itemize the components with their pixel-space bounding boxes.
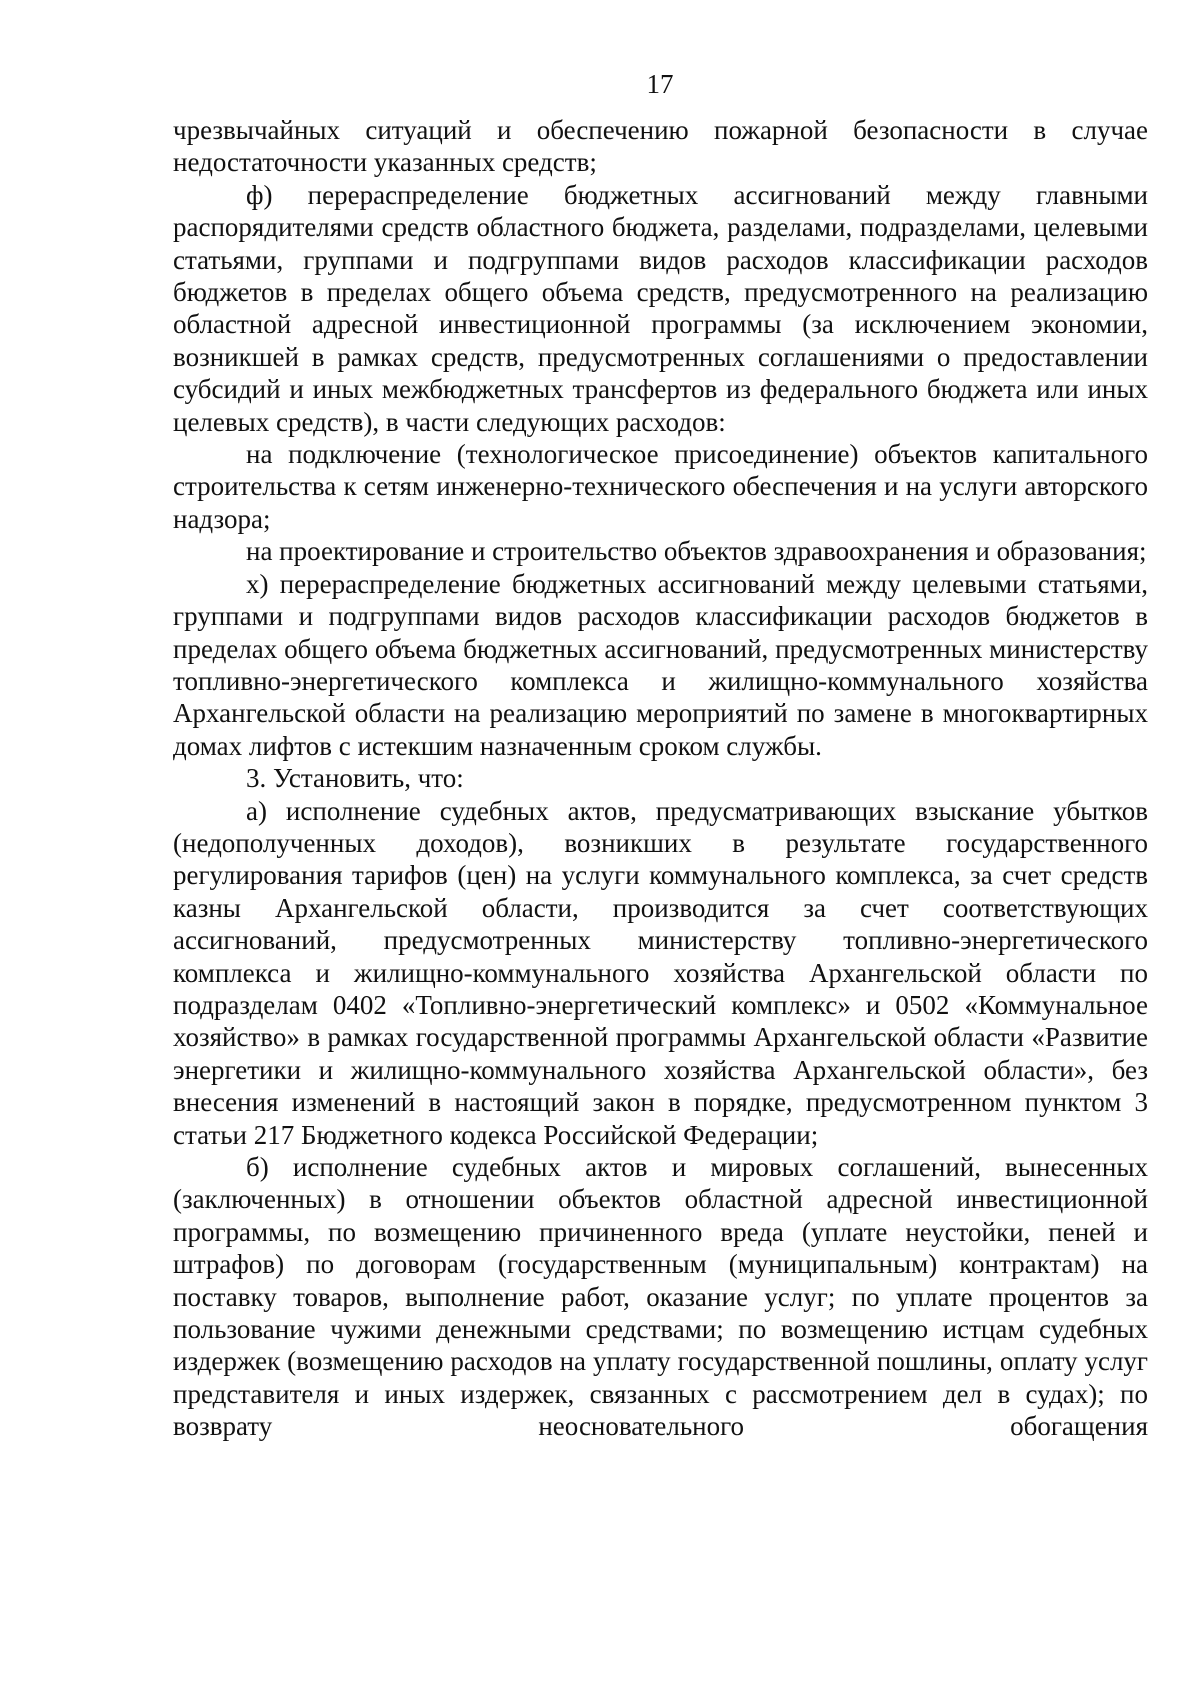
page-number: 17 — [646, 69, 674, 99]
paragraph-design-construction: на проектирование и строительство объектов здравоохранения и образования; — [246, 536, 1147, 567]
paragraph-item-a: а) исполнение судебных актов, предусматривающих взыскание убытков (недополученных доходов), возникших в результате государственного регулирования тарифов (цен) на услуги коммунального комплекса, за счет средств казны Архангельской области, производится за счет соответствующих ассигнований, предусмотренных министерству топливно-энергетического комплекса и жилищно-коммунального хозяйства Архангельской области по подразделам 0402 «Топливно-энергетический комплекс» и 0502 «Коммунальное хозяйство» в рамках государственной программы Архангельской области «Развитие энергетики и жилищно-коммунального хозяйства Архангельской области», без внесения изменений в настоящий закон в порядке, предусмотренном пунктом 3 статьи 217 Бюджетного кодекса Российской Федерации; — [173, 795, 1148, 1150]
document-body — [173, 114, 1148, 1443]
paragraph-emergency-continuation: чрезвычайных ситуаций и обеспечению пожарной безопасности в случае недостаточности указанных средств; — [173, 115, 1148, 178]
paragraph-connection-costs: на подключение (технологическое присоединение) объектов капитального строительства к сетям инженерно-технического обеспечения и на услуги авторского надзора; — [173, 439, 1148, 534]
paragraph-item-b: б) исполнение судебных актов и мировых соглашений, вынесенных (заключенных) в отношении объектов областной адресной инвестиционной программы, по возмещению причиненного вреда (уплате неустойки, пеней и штрафов) по договорам (государственным (муниципальным) контрактам) на поставку товаров, выполнение работ, оказание услуг; по уплате процентов за пользование чужими денежными средствами; по возмещению истцам судебных издержек (возмещению расходов на уплату государственной пошлины, оплату услуг представителя и иных издержек, связанных с рассмотрением дел в судах); по возврату неосновательного обогащения — [173, 1152, 1148, 1442]
paragraph-item-f: ф) перераспределение бюджетных ассигнований между главными распорядителями средств областного бюджета, разделами, подразделами, целевыми статьями, группами и подгруппами видов расходов классификации расходов бюджетов в пределах общего объема средств, предусмотренного на реализацию областной адресной инвестиционной программы (за исключением экономии, возникшей в рамках средств, предусмотренных соглашениями о предоставлении субсидий и иных межбюджетных трансфертов из федерального бюджета или иных целевых средств), в части следующих расходов: — [173, 179, 1148, 437]
paragraph-item-kh: х) перераспределение бюджетных ассигнований между целевыми статьями, группами и подгруппами видов расходов классификации расходов бюджетов в пределах общего объема бюджетных ассигнований, предусмотренных министерству топливно-энергетического комплекса и жилищно-коммунального хозяйства Архангельской области на реализацию мероприятий по замене в многоквартирных домах лифтов с истекшим назначенным сроком службы. — [173, 568, 1148, 761]
paragraph-section-3: 3. Установить, что: — [246, 763, 464, 794]
